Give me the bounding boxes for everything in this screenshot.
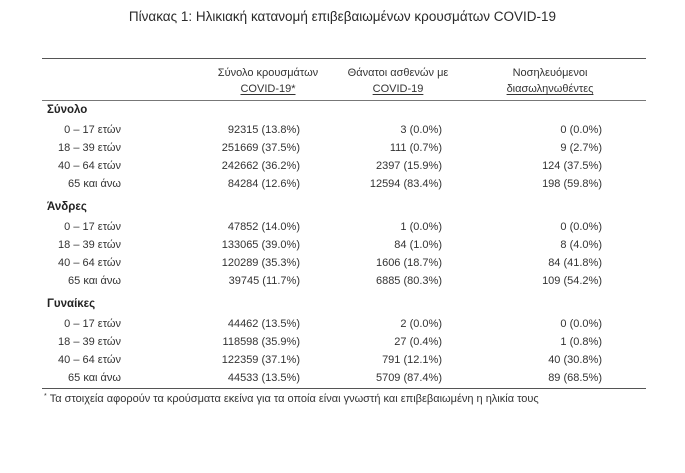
cell-cases: 251669 (37.5%) [221, 142, 300, 154]
cell-intubated: 198 (59.8%) [542, 178, 602, 190]
cell-deaths: 84 (1.0%) [394, 239, 442, 251]
cell-deaths: 27 (0.4%) [394, 336, 442, 348]
cell-deaths: 3 (0.0%) [400, 124, 442, 136]
cell-deaths: 1 (0.0%) [400, 221, 442, 233]
header-deaths-line2: COVID-19 [372, 83, 424, 95]
cell-intubated: 0 (0.0%) [560, 124, 602, 136]
header-intubated-line2: διασωληνωθέντες [506, 83, 594, 95]
cell-intubated: 0 (0.0%) [560, 318, 602, 330]
cell-cases: 122359 (37.1%) [221, 354, 300, 366]
footnote-marker: * [44, 393, 47, 400]
footnote [44, 393, 539, 405]
section-title: Γυναίκες [47, 298, 96, 310]
row-label: 40 – 64 ετών [58, 354, 121, 366]
cell-intubated: 89 (68.5%) [548, 372, 602, 384]
cell-intubated: 0 (0.0%) [560, 221, 602, 233]
cell-intubated: 124 (37.5%) [542, 160, 602, 172]
header-intubated [485, 65, 615, 97]
row-label: 0 – 17 ετών [64, 221, 121, 233]
cell-intubated: 8 (4.0%) [560, 239, 602, 251]
cell-intubated: 1 (0.8%) [560, 336, 602, 348]
cell-intubated: 109 (54.2%) [542, 275, 602, 287]
table-top-rule [42, 58, 646, 59]
header-deaths-line1: Θάνατοι ασθενών με [347, 67, 449, 79]
table-bottom-rule [42, 388, 646, 389]
row-label: 65 και άνω [68, 372, 121, 384]
cell-deaths: 791 (12.1%) [382, 354, 442, 366]
cell-deaths: 12594 (83.4%) [369, 178, 442, 190]
cell-cases: 39745 (11.7%) [228, 275, 300, 287]
row-label: 18 – 39 ετών [58, 336, 121, 348]
footnote-text: Τα στοιχεία αφορούν τα κρούσματα εκείνα για τα οποία είναι γνωστή και επιβεβαιωμένη η ηλικία τους [49, 393, 539, 405]
row-label: 40 – 64 ετών [58, 160, 121, 172]
header-deaths [333, 65, 463, 97]
table-title: Πίνακας 1: Ηλικιακή κατανομή επιβεβαιωμένων κρουσμάτων COVID-19 [128, 9, 557, 24]
section-title: Σύνολο [47, 104, 88, 116]
cell-cases: 242662 (36.2%) [221, 160, 300, 172]
cell-cases: 92315 (13.8%) [227, 124, 300, 136]
cell-intubated: 84 (41.8%) [548, 257, 602, 269]
cell-cases: 118598 (35.9%) [222, 336, 300, 348]
cell-deaths: 5709 (87.4%) [375, 372, 442, 384]
row-label: 65 και άνω [68, 178, 121, 190]
cell-intubated: 40 (30.8%) [548, 354, 602, 366]
cell-intubated: 9 (2.7%) [560, 142, 602, 154]
cell-deaths: 2397 (15.9%) [375, 160, 442, 172]
row-label: 65 και άνω [68, 275, 121, 287]
table-header-rule [42, 100, 646, 101]
cell-cases: 44462 (13.5%) [227, 318, 300, 330]
header-intubated-line1: Νοσηλευόμενοι [512, 67, 588, 79]
cell-cases: 47852 (14.0%) [227, 221, 300, 233]
row-label: 0 – 17 ετών [64, 124, 121, 136]
cell-cases: 84284 (12.6%) [227, 178, 300, 190]
cell-cases: 120289 (35.3%) [221, 257, 300, 269]
cell-cases: 133065 (39.0%) [221, 239, 300, 251]
cell-deaths: 111 (0.7%) [389, 142, 442, 154]
header-total-cases [198, 65, 338, 97]
section-title: Άνδρες [47, 201, 87, 213]
row-label: 18 – 39 ετών [58, 239, 121, 251]
row-label: 0 – 17 ετών [64, 318, 121, 330]
cell-cases: 44533 (13.5%) [227, 372, 300, 384]
cell-deaths: 2 (0.0%) [400, 318, 442, 330]
row-label: 18 – 39 ετών [58, 142, 121, 154]
cell-deaths: 1606 (18.7%) [375, 257, 442, 269]
row-label: 40 – 64 ετών [58, 257, 121, 269]
header-total-cases-line2: COVID-19* [240, 83, 296, 95]
header-total-cases-line1: Σύνολο κρουσμάτων [217, 67, 319, 79]
cell-deaths: 6885 (80.3%) [375, 275, 442, 287]
